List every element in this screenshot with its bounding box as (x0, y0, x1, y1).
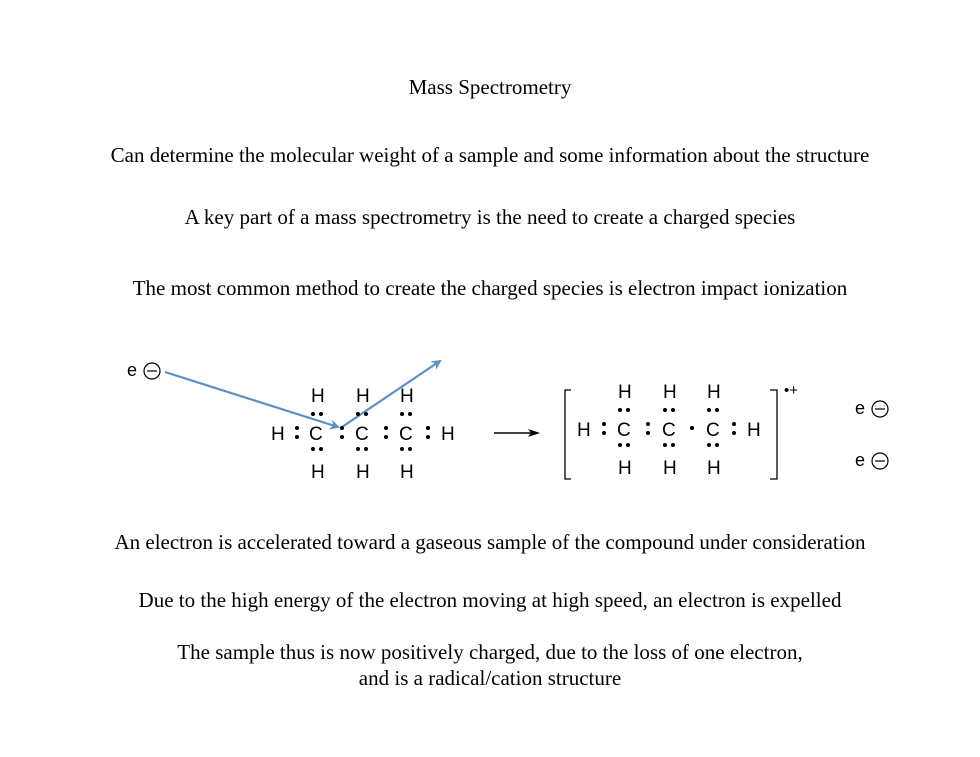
product-atom-h-left: H (577, 420, 591, 441)
left-bracket (565, 390, 571, 479)
atom-h-top-3: H (400, 386, 414, 407)
electron-symbol: e (127, 360, 138, 380)
incoming-electron (127, 360, 160, 380)
atom-c2: C (355, 424, 369, 445)
atom-h-bottom-1: H (311, 462, 325, 483)
product-h-bottom-2: H (663, 458, 677, 479)
product-atom-h-right: H (747, 420, 761, 441)
atom-h-top-2: H (356, 386, 370, 407)
outgoing-electron-2 (855, 450, 888, 470)
product-h-top-1: H (618, 382, 632, 403)
outgoing-electron-1 (855, 398, 888, 418)
product-atom-c3: C (706, 420, 720, 441)
product-atom-c2: C (662, 420, 676, 441)
intro-line-charged-species: A key part of a mass spectrometry is the need to create a charged species (184, 205, 796, 229)
product-h-bottom-1: H (618, 458, 632, 479)
atom-h-bottom-3: H (400, 462, 414, 483)
right-bracket (770, 390, 777, 479)
negative-charge-icon (872, 453, 888, 469)
atom-h-left: H (271, 424, 285, 445)
negative-charge-icon (872, 401, 888, 417)
caption-acceleration: An electron is accelerated toward a gaseous sample of the compound under consideration (114, 530, 866, 554)
product-h-top-2: H (663, 382, 677, 403)
product-atom-c1: C (617, 420, 631, 441)
reactant-molecule (271, 386, 455, 483)
atom-h-top-1: H (311, 386, 325, 407)
intro-line-ionization-method: The most common method to create the charged species is electron impact ionization (132, 276, 848, 300)
atom-c1: C (309, 424, 323, 445)
product-h-bottom-3: H (707, 458, 721, 479)
atom-h-right: H (441, 424, 455, 445)
atom-h-bottom-2: H (356, 462, 370, 483)
radical-cation-charge: •+ (784, 382, 799, 399)
caption-positive-charge: The sample thus is now positively charged, due to the loss of one electron, (177, 640, 803, 664)
product-radical-cation (577, 382, 761, 479)
caption-radical-cation: and is a radical/cation structure (358, 666, 622, 690)
product-h-top-3: H (707, 382, 721, 403)
electron-symbol-out-1: e (855, 398, 866, 418)
intro-line-molecular-weight: Can determine the molecular weight of a sample and some information about the structure (110, 143, 870, 167)
page-title: Mass Spectrometry (408, 75, 572, 99)
caption-expulsion: Due to the high energy of the electron moving at high speed, an electron is expelled (138, 588, 842, 612)
electron-symbol-out-2: e (855, 450, 866, 470)
atom-c3: C (399, 424, 413, 445)
negative-charge-icon (144, 363, 160, 379)
